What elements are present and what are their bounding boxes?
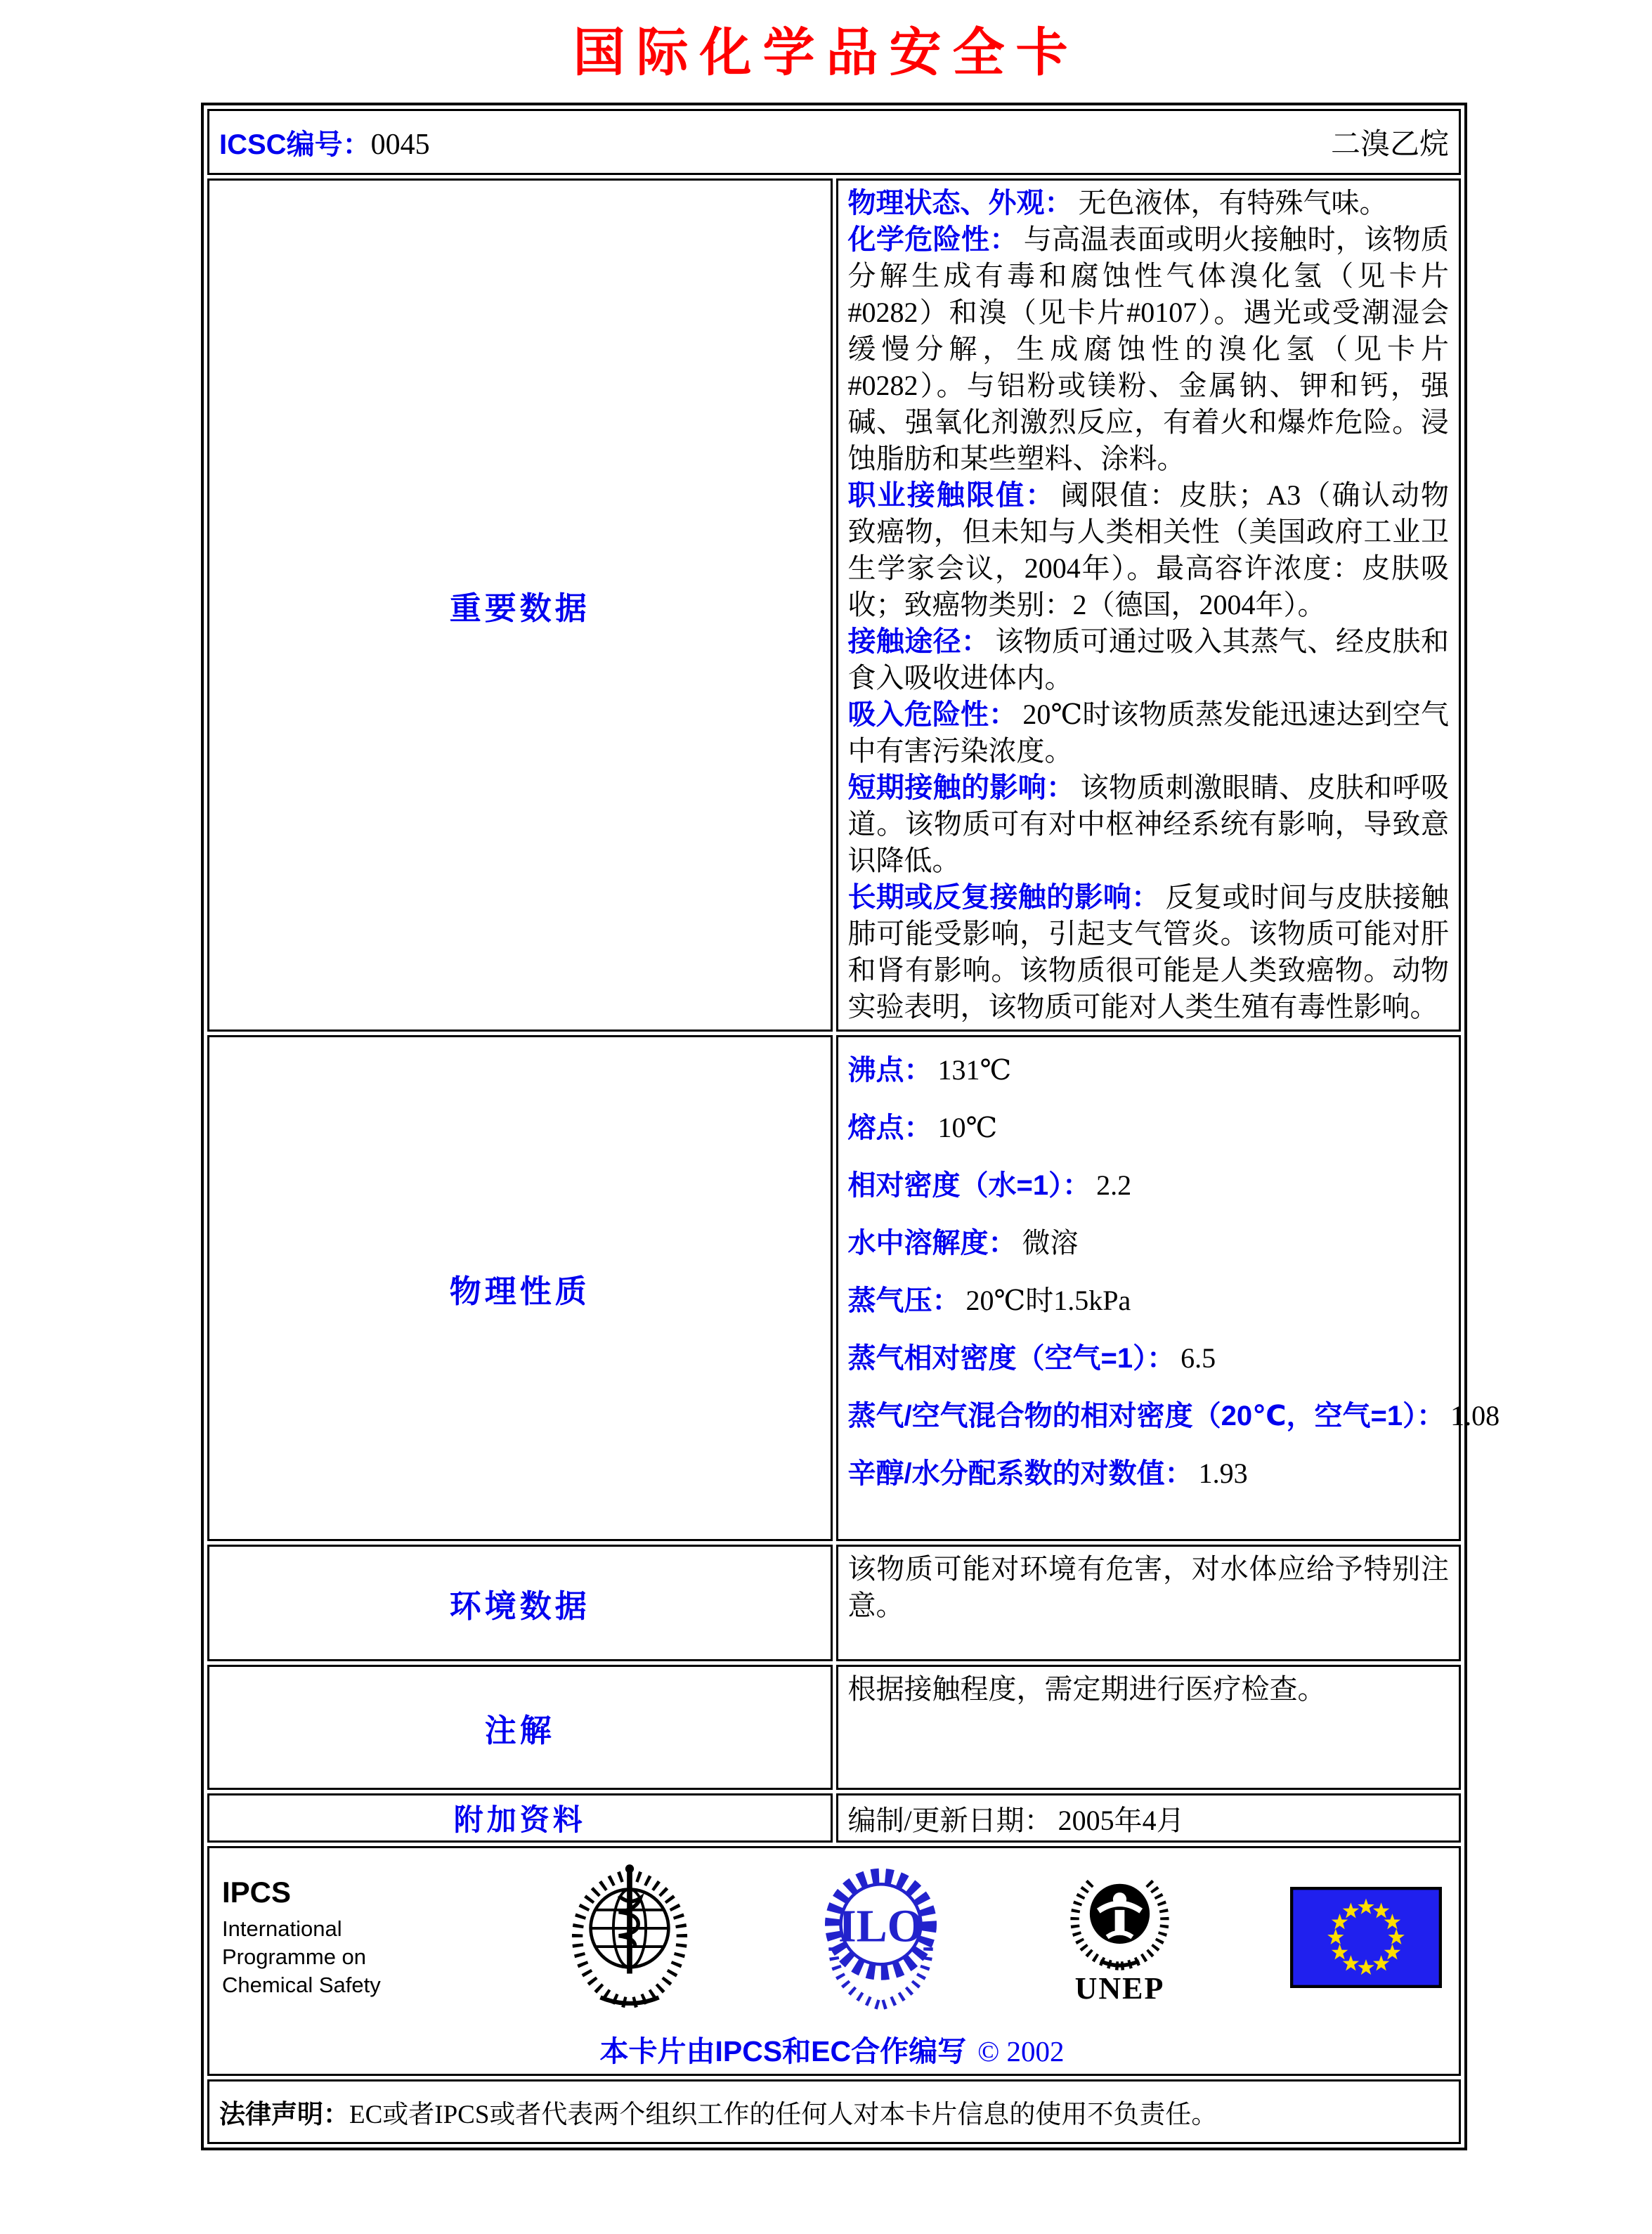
important-data-row xyxy=(207,178,1461,1032)
phys-water-solubility xyxy=(848,1214,1450,1272)
legal-notice-label: 法律声明： xyxy=(219,2100,349,2129)
chemical-name: 二溴乙烷 xyxy=(1330,129,1449,161)
physical-properties-content xyxy=(836,1035,1500,1541)
section-label-important-data: 重要数据 xyxy=(207,178,833,1032)
section-label-notes: 注解 xyxy=(207,1665,833,1790)
legal-row xyxy=(207,2079,1461,2144)
credit-year: © 2002 xyxy=(977,2035,1065,2067)
field-text: 1.08 xyxy=(1450,1400,1500,1431)
notes-row xyxy=(207,1665,1461,1790)
credit-line xyxy=(222,2028,1442,2070)
important-item-chemical-danger xyxy=(848,221,1450,477)
who-logo-icon xyxy=(559,1861,700,2014)
field-label: 蒸气压： xyxy=(847,1285,961,1316)
ipcs-acronym: IPCS xyxy=(222,1876,292,1909)
logos-row xyxy=(207,1846,1461,2076)
environment-text: 该物质可能对环境有危害，对水体应给予特别注意。 xyxy=(847,1553,1449,1621)
important-item-long-term-effects xyxy=(848,879,1450,1025)
field-text: 该物质可通过吸入其蒸气、经皮肤和食入吸收进体内。 xyxy=(847,625,1449,694)
field-text: 10℃ xyxy=(937,1112,998,1143)
field-label: 熔点： xyxy=(847,1112,932,1143)
page-title: 国际化学品安全卡 xyxy=(573,25,1079,82)
important-item-inhalation-risk xyxy=(848,696,1450,769)
update-date-label: 编制/更新日期： xyxy=(847,1804,1053,1836)
environmental-data-row xyxy=(207,1545,1461,1661)
field-label: 蒸气/空气混合物的相对密度（20℃，空气=1）： xyxy=(847,1401,1445,1431)
icsc-number-group xyxy=(219,122,430,162)
ipcs-text-block xyxy=(222,1876,447,1999)
unep-logo-block xyxy=(1062,1869,1178,2006)
physical-properties-row xyxy=(207,1035,1461,1541)
environmental-data-content xyxy=(836,1545,1462,1661)
eu-flag-icon xyxy=(1290,1887,1442,1988)
field-label: 职业接触限值： xyxy=(847,480,1055,511)
field-label: 长期或反复接触的影响： xyxy=(847,882,1160,913)
credit-text: 本卡片由IPCS和EC合作编写 xyxy=(599,2035,967,2067)
ilo-logo-text: ILO xyxy=(838,1900,924,1952)
field-text: 20℃时该物质蒸发能迅速达到空气中有害污染浓度。 xyxy=(847,699,1449,767)
field-label: 接触途径： xyxy=(847,626,990,657)
field-label: 沸点： xyxy=(847,1055,932,1086)
field-label: 短期接触的影响： xyxy=(847,772,1075,803)
header-row xyxy=(207,109,1461,175)
section-label-additional-info: 附加资料 xyxy=(207,1793,833,1843)
field-label: 化学危险性： xyxy=(847,224,1018,255)
ilo-logo-icon xyxy=(812,1863,949,2012)
field-text: 6.5 xyxy=(1181,1342,1216,1374)
field-text: 131℃ xyxy=(937,1054,1012,1086)
phys-vapor-air-mixture-density xyxy=(847,1387,1500,1445)
notes-content xyxy=(836,1665,1462,1790)
field-text: 反复或时间与皮肤接触肺可能受影响，引起支气管炎。该物质可能对肝和肾有影响。该物质很可能是人类致癌物。动物实验表明，该物质可能对人类生殖有毒性影响。 xyxy=(847,881,1449,1022)
field-label: 辛醇/水分配系数的对数值： xyxy=(847,1458,1193,1489)
important-data-content xyxy=(836,178,1462,1032)
field-text: 阈限值：皮肤；A3（确认动物致癌物，但未知与人类相关性（美国政府工业卫生学家会议，2004年）。最高容许浓度：皮肤吸收；致癌物类别：2（德国，2004年）。 xyxy=(847,479,1449,621)
phys-octanol-water-partition xyxy=(848,1445,1450,1502)
icsc-number-label: ICSC编号： xyxy=(219,129,371,160)
important-item-exposure-limits xyxy=(848,477,1450,623)
organization-logos xyxy=(222,1858,1442,2017)
icsc-number-value: 0045 xyxy=(370,128,430,161)
phys-boiling-point xyxy=(848,1041,1450,1099)
phys-melting-point xyxy=(848,1099,1450,1157)
unep-logo-text: UNEP xyxy=(1074,1970,1165,2006)
field-label: 相对密度（水=1）： xyxy=(847,1170,1091,1201)
field-label: 蒸气相对密度（空气=1）： xyxy=(847,1343,1176,1374)
additional-info-content xyxy=(836,1793,1462,1843)
unep-logo-icon xyxy=(1062,1869,1178,1975)
field-text: 2.2 xyxy=(1096,1169,1132,1201)
update-date-value: 2005年4月 xyxy=(1058,1804,1185,1836)
field-text: 与高温表面或明火接触时，该物质分解生成有毒和腐蚀性气体溴化氢（见卡片#0282）和溴（见卡片#0107）。遇光或受潮湿会缓慢分解，生成腐蚀性的溴化氢（见卡片#0282）。与铝粉或镁粉、金属钠、钾和钙，强碱、强氧化剂激烈反应，有着火和爆炸危险。浸蚀脂肪和某些塑料、涂料。 xyxy=(847,223,1449,474)
field-text: 1.93 xyxy=(1198,1457,1248,1489)
important-item-appearance xyxy=(848,185,1450,221)
ipcs-line-3: Chemical Safety xyxy=(222,1973,381,1997)
ipcs-line-2: Programme on xyxy=(222,1944,367,1969)
section-label-environmental-data: 环境数据 xyxy=(207,1545,833,1661)
field-label: 吸入危险性： xyxy=(847,699,1017,730)
icsc-card-table xyxy=(201,103,1500,2150)
ipcs-line-1: International xyxy=(222,1916,342,1941)
additional-info-row xyxy=(207,1793,1461,1843)
notes-text: 根据接触程度，需定期进行医疗检查。 xyxy=(847,1673,1326,1705)
phys-relative-density xyxy=(848,1157,1450,1214)
field-text: 无色液体，有特殊气味。 xyxy=(1078,187,1388,219)
field-text: 微溶 xyxy=(1022,1227,1079,1259)
important-item-short-term-effects xyxy=(848,769,1450,879)
field-label: 物理状态、外观： xyxy=(847,188,1073,219)
phys-vapor-pressure xyxy=(848,1272,1450,1330)
section-label-physical-properties: 物理性质 xyxy=(207,1035,833,1541)
phys-vapor-density xyxy=(848,1330,1450,1387)
legal-notice-text: EC或者IPCS或者代表两个组织工作的任何人对本卡片信息的使用不负责任。 xyxy=(349,2100,1218,2129)
field-label: 水中溶解度： xyxy=(847,1228,1017,1259)
field-text: 该物质刺激眼睛、皮肤和呼吸道。该物质可有对中枢神经系统有影响，导致意识降低。 xyxy=(847,772,1449,876)
important-item-exposure-routes xyxy=(848,623,1450,696)
field-text: 20℃时1.5kPa xyxy=(965,1285,1131,1316)
card-header xyxy=(219,121,1449,163)
